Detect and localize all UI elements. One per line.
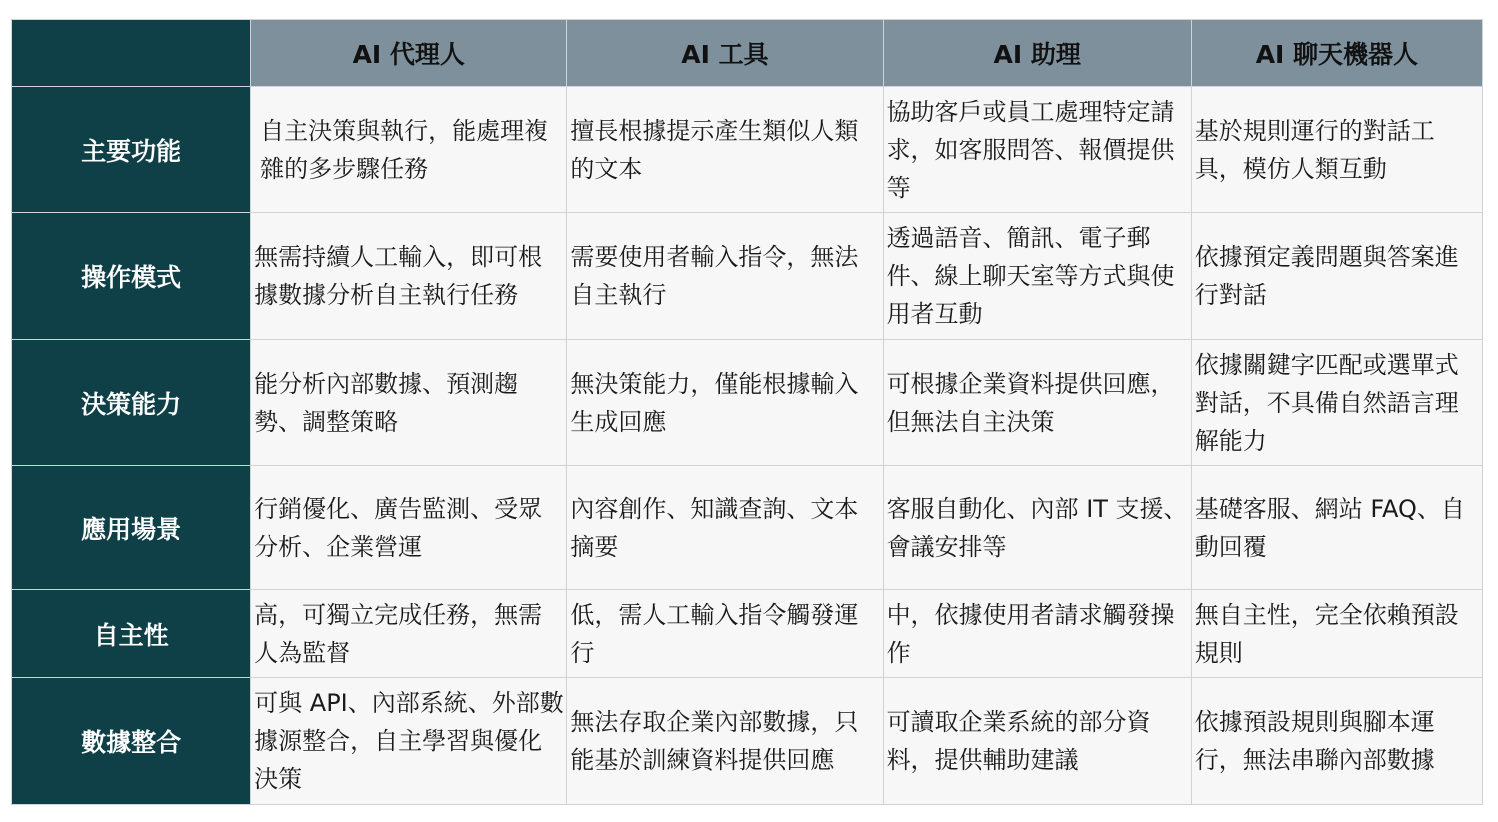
table-row (12, 466, 1483, 590)
comparison-table (11, 19, 1483, 805)
row-header: 操作模式 (12, 213, 251, 340)
table-row (12, 678, 1483, 805)
table-row (12, 340, 1483, 466)
table-cell: 依據關鍵字匹配或選單式對話，不具備自然語言理解能力 (1191, 340, 1482, 466)
table-cell: 無法存取企業內部數據，只能基於訓練資料提供回應 (567, 678, 883, 805)
row-header: 數據整合 (12, 678, 251, 805)
corner-cell (12, 20, 251, 87)
row-header: 自主性 (12, 590, 251, 678)
table-cell: 無決策能力，僅能根據輸入生成回應 (567, 340, 883, 466)
table-cell: 中，依據使用者請求觸發操作 (883, 590, 1191, 678)
column-header-ai-chatbot: AI 聊天機器人 (1191, 20, 1482, 87)
column-header-ai-tool: AI 工具 (567, 20, 883, 87)
table-cell: 行銷優化、廣告監測、受眾分析、企業營運 (251, 466, 567, 590)
table-cell: 需要使用者輸入指令，無法自主執行 (567, 213, 883, 340)
table-row (12, 590, 1483, 678)
table-cell: 基礎客服、網站 FAQ、自動回覆 (1191, 466, 1482, 590)
table-cell: 協助客戶或員工處理特定請求，如客服問答、報價提供等 (883, 87, 1191, 213)
table-cell: 可與 API、內部系統、外部數據源整合，自主學習與優化決策 (251, 678, 567, 805)
header-row (12, 20, 1483, 87)
table-cell: 能分析內部數據、預測趨勢、調整策略 (251, 340, 567, 466)
table-cell: 可讀取企業系統的部分資料，提供輔助建議 (883, 678, 1191, 805)
row-header: 決策能力 (12, 340, 251, 466)
table-cell: 低，需人工輸入指令觸發運行 (567, 590, 883, 678)
table-cell: 依據預設規則與腳本運行，無法串聯內部數據 (1191, 678, 1482, 805)
table-cell: 內容創作、知識查詢、文本摘要 (567, 466, 883, 590)
table-cell: 基於規則運行的對話工具，模仿人類互動 (1191, 87, 1482, 213)
row-header: 應用場景 (12, 466, 251, 590)
column-header-ai-assistant: AI 助理 (883, 20, 1191, 87)
table-row (12, 87, 1483, 213)
table-cell: 高，可獨立完成任務，無需人為監督 (251, 590, 567, 678)
table-cell: 自主決策與執行，能處理複雜的多步驟任務 (251, 87, 567, 213)
table-cell: 依據預定義問題與答案進行對話 (1191, 213, 1482, 340)
table-cell: 可根據企業資料提供回應，但無法自主決策 (883, 340, 1191, 466)
table-cell: 擅長根據提示產生類似人類的文本 (567, 87, 883, 213)
column-header-ai-agent: AI 代理人 (251, 20, 567, 87)
row-header: 主要功能 (12, 87, 251, 213)
table-cell: 客服自動化、內部 IT 支援、會議安排等 (883, 466, 1191, 590)
table-row (12, 213, 1483, 340)
table-cell: 無需持續人工輸入，即可根據數據分析自主執行任務 (251, 213, 567, 340)
table-cell: 透過語音、簡訊、電子郵件、線上聊天室等方式與使用者互動 (883, 213, 1191, 340)
table-cell: 無自主性，完全依賴預設規則 (1191, 590, 1482, 678)
